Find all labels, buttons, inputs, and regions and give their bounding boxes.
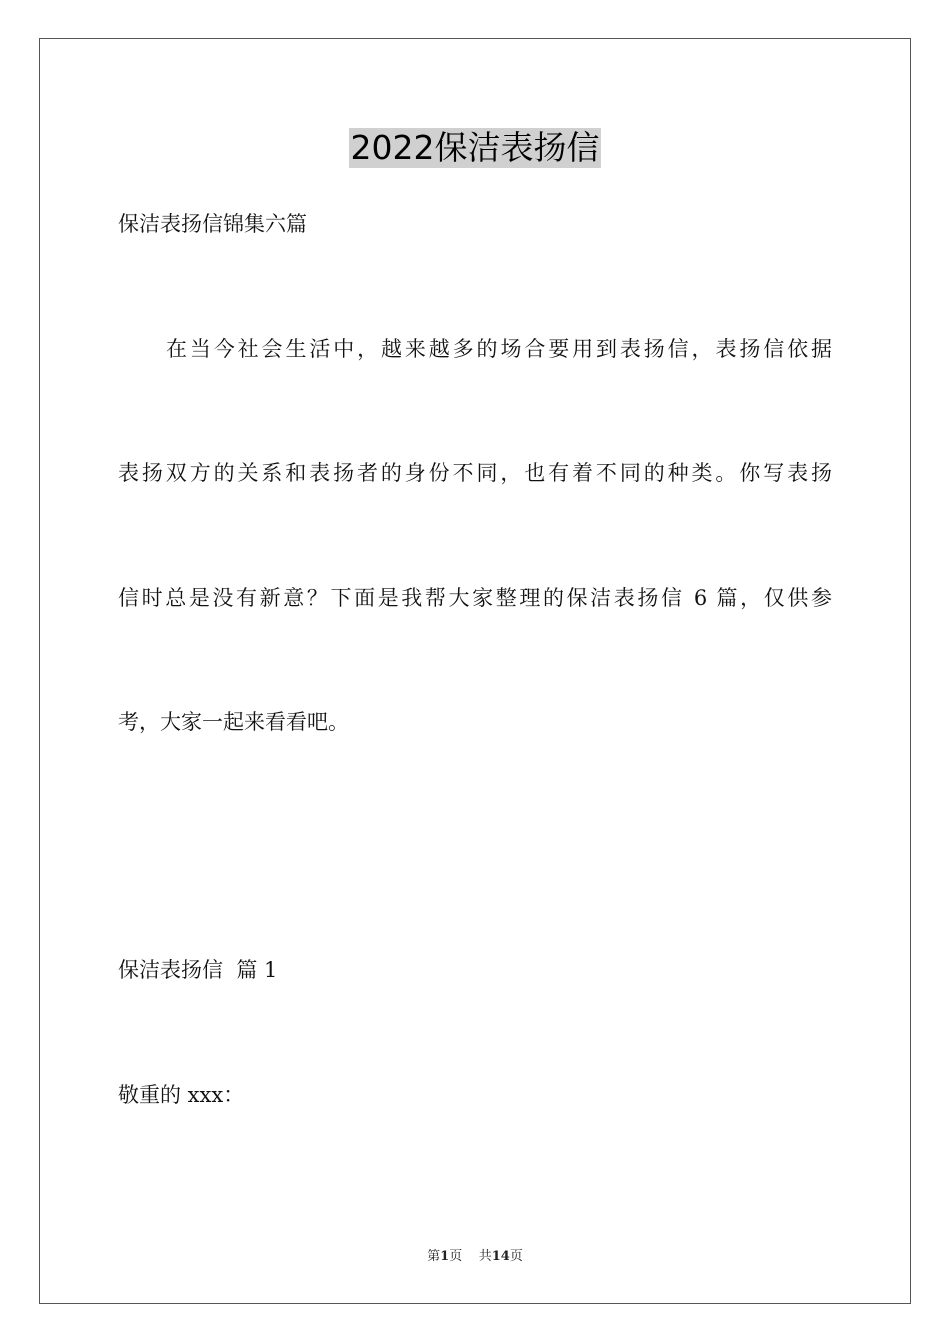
- footer-page-suffix: 页: [449, 1249, 463, 1264]
- paragraph-line: 考，大家一起来看看吧。: [118, 710, 349, 734]
- document-subtitle: 保洁表扬信锦集六篇: [118, 212, 307, 236]
- footer-page-prefix: 第: [427, 1249, 441, 1264]
- footer-total-prefix: 共: [478, 1249, 492, 1264]
- section-heading: 保洁表扬信 篇 1: [118, 958, 278, 982]
- footer-total-suffix: 页: [509, 1249, 523, 1264]
- paragraph-line: 表扬双方的关系和表扬者的身份不同，也有着不同的种类。你写表扬: [118, 461, 832, 485]
- footer-total-pages: 14: [491, 1249, 510, 1264]
- page-footer: [0, 1248, 950, 1266]
- paragraph-line: 在当今社会生活中，越来越多的场合要用到表扬信，表扬信依据: [166, 337, 832, 361]
- document-title: 2022保洁表扬信: [350, 128, 600, 167]
- paragraph-line: 信时总是没有新意？下面是我帮大家整理的保洁表扬信 6 篇，仅供参: [118, 586, 832, 610]
- footer-page-number: 1: [440, 1249, 450, 1264]
- salutation: 敬重的 xxx：: [118, 1083, 245, 1107]
- title-container: [0, 128, 950, 168]
